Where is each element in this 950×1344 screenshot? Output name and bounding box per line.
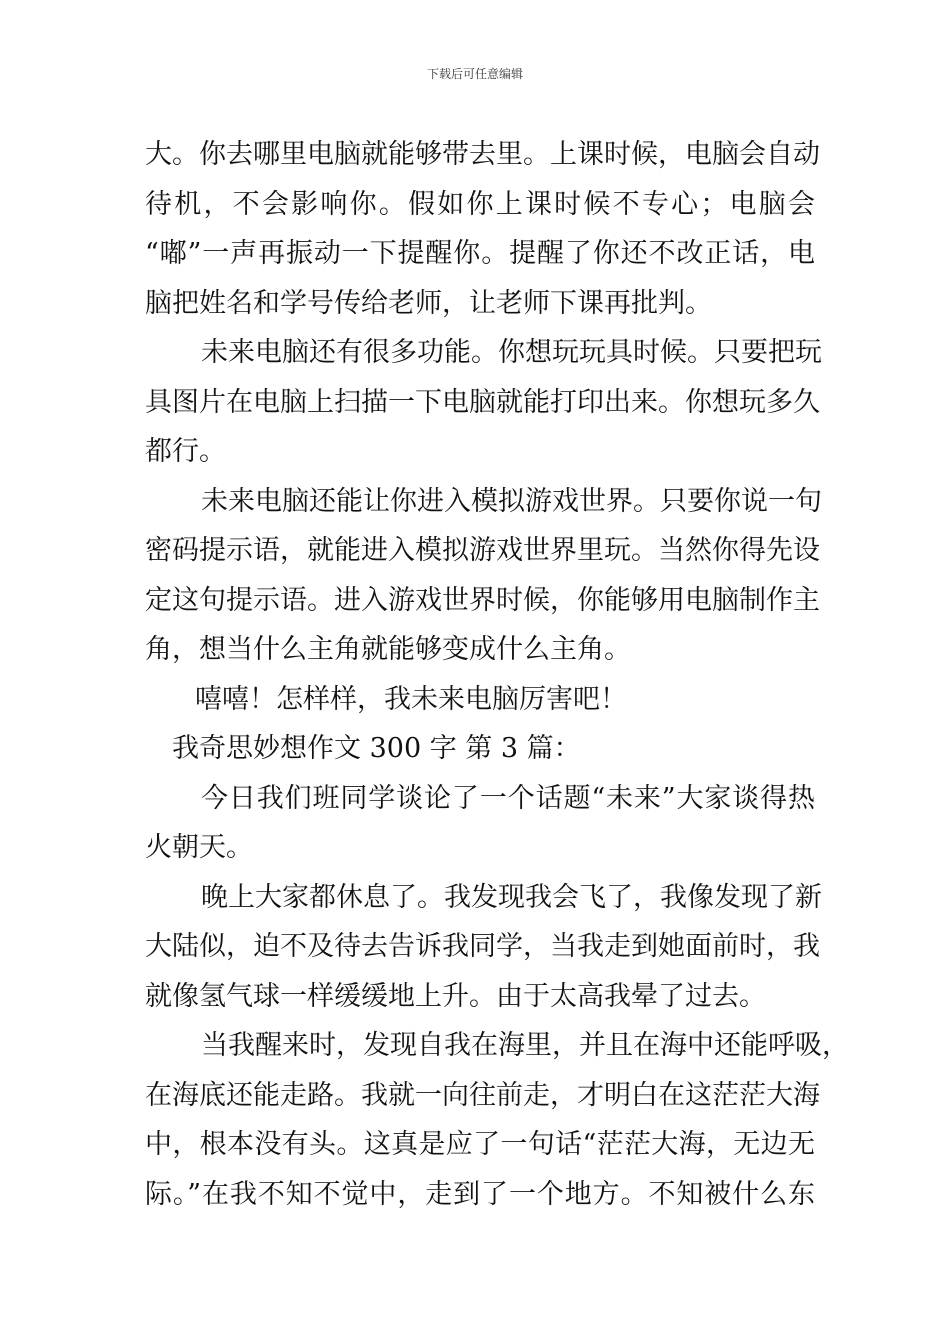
section-heading: 我奇思妙想作文 300 字 第 3 篇： [172,733,581,764]
text-line: 脑把姓名和学号传给老师，让老师下课再批判。 [145,287,712,319]
text-line: 际。”在我不知不觉中，走到了一个地方。不知被什么东 [145,1178,815,1210]
page-header: 下载后可任意编辑 [426,67,523,81]
document-body [145,130,849,1219]
text-line: 具图片在电脑上扫描一下电脑就能打印出来。你想玩多久 [145,386,820,418]
text-line: 都行。 [145,436,226,467]
text-line: 嘻嘻！怎样样，我未来电脑厉害吧！ [195,683,627,715]
text-line: 晚上大家都休息了。我发现我会飞了，我像发现了新 [201,881,822,913]
text-line: 当我醒来时，发现自我在海里，并且在海中还能呼吸， [201,1030,849,1061]
text-line: “嘟”一声再振动一下提醒你。提醒了你还不改正话，电 [145,238,815,269]
text-line: 待机，不会影响你。假如你上课时候不专心；电脑会 [145,188,815,220]
text-line: 密码提示语，就能进入模拟游戏世界里玩。当然你得先设 [145,535,820,566]
text-line: 在海底还能走路。我就一向往前走，才明白在这茫茫大海 [145,1079,820,1111]
text-line: 中，根本没有头。这真是应了一句话“茫茫大海，无边无 [145,1129,815,1160]
text-line: 大陆似，迫不及待去告诉我同学，当我走到她面前时，我 [145,931,820,962]
text-line: 大。你去哪里电脑就能够带去里。上课时候，电脑会自动 [145,139,820,170]
text-line: 未来电脑还有很多功能。你想玩玩具时候。只要把玩 [201,337,822,368]
text-line: 火朝天。 [145,832,253,863]
text-line: 今日我们班同学谈论了一个话题“未来”大家谈得热 [201,782,815,814]
text-line: 就像氢气球一样缓缓地上升。由于太高我晕了过去。 [145,980,766,1012]
text-line: 未来电脑还能让你进入模拟游戏世界。只要你说一句 [201,485,822,517]
text-line: 角，想当什么主角就能够变成什么主角。 [145,634,631,665]
text-line: 定这句提示语。进入游戏世界时候，你能够用电脑制作主 [145,584,820,616]
